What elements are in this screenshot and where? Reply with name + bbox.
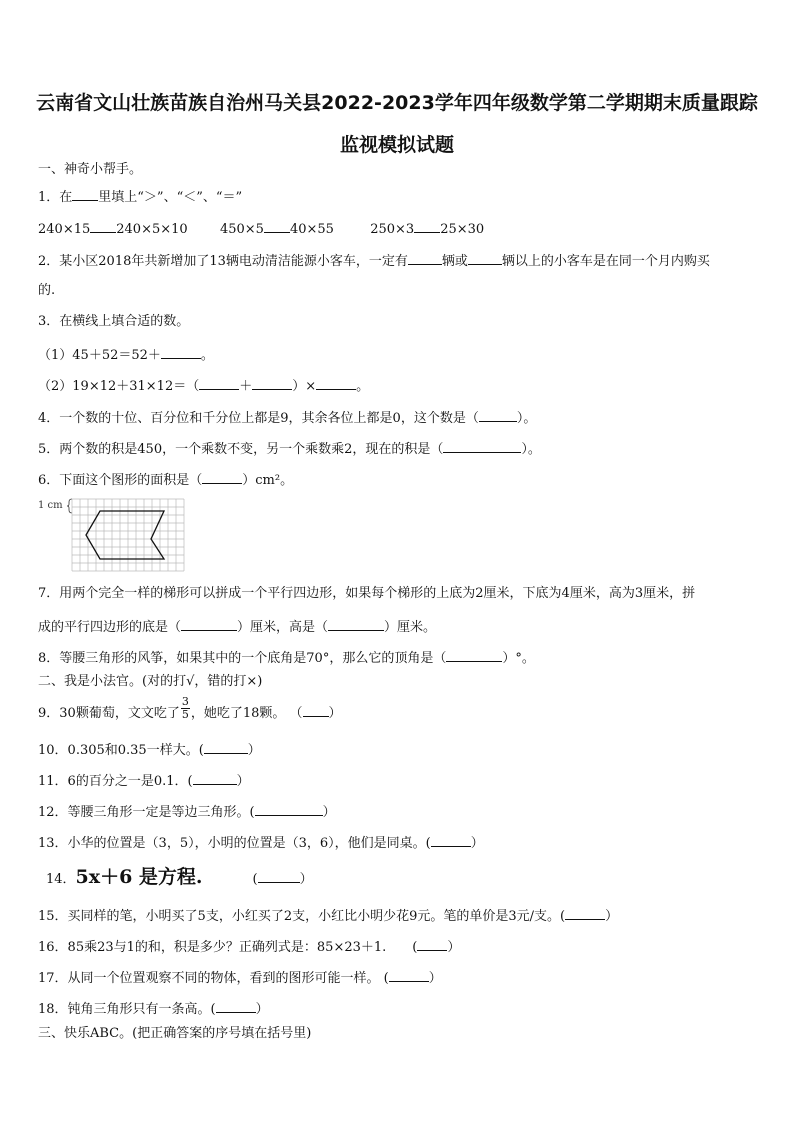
q18-end: ）: [255, 1002, 269, 1017]
q17-text: 17．从同一个位置观察不同的物体，看到的图形可能一样。 (: [38, 971, 389, 986]
q2-part3: 辆以上的小客车是在同一个月内购买: [501, 254, 710, 269]
q3-sub2-times: ）×: [292, 379, 317, 394]
q3-sub2-blank3[interactable]: [316, 377, 356, 390]
q5-text: 5．两个数的积是450，一个乘数不变，另一个乘数乘2，现在的积是（: [38, 442, 444, 457]
question-9: [38, 695, 342, 721]
q6-end: ）cm²。: [242, 473, 294, 488]
q14-expression: 5x＋6 是方程.: [75, 866, 203, 888]
q18-text: 18．钝角三角形只有一条高。(: [38, 1002, 216, 1017]
question-17: [38, 969, 442, 985]
q14-open: (: [252, 872, 258, 887]
fraction-numerator: 3: [181, 695, 189, 709]
q5-end: ）。: [521, 442, 541, 457]
question-7-cont: [38, 618, 436, 634]
question-14: [46, 868, 313, 887]
q10-end: ）: [247, 743, 261, 758]
q2-part2: 辆或: [441, 254, 468, 269]
q10-blank[interactable]: [204, 741, 248, 754]
q3-sub1-blank[interactable]: [161, 346, 201, 359]
q1-text: 1．在: [38, 190, 73, 205]
q3-sub2-blank2[interactable]: [252, 377, 292, 390]
question-7: 7．用两个完全一样的梯形可以拼成一个平行四边形，如果每个梯形的上底为2厘米，下底为4厘米，高为3厘米，拼: [38, 586, 696, 601]
q11-end: ）: [236, 774, 250, 789]
q13-end: ）: [470, 836, 484, 851]
question-2: [38, 252, 710, 268]
fraction: [181, 696, 190, 720]
question-5: [38, 440, 541, 456]
question-3-sub1: [38, 346, 214, 362]
grid-lines: [72, 499, 184, 571]
q10-text: 10．0.305和0.35一样大。(: [38, 743, 204, 758]
q8-blank[interactable]: [446, 649, 502, 662]
q17-blank[interactable]: [389, 969, 429, 982]
q1-item1-left: 240×15: [38, 222, 91, 237]
section-3-heading: 三、快乐ABC。(把正确答案的序号填在括号里): [38, 1026, 312, 1041]
question-13: [38, 834, 484, 850]
q1-item2-right: 40×55: [289, 222, 334, 237]
q3-sub2-text: （2）19×12＋31×12＝（: [38, 379, 200, 394]
question-18: [38, 1000, 269, 1016]
question-1: [38, 188, 242, 204]
q9-text: 9．30颗葡萄，文文吃了: [38, 706, 180, 721]
q7-blank2[interactable]: [328, 618, 384, 631]
q17-end: ）: [428, 971, 442, 986]
question-12: [38, 803, 336, 819]
q11-blank[interactable]: [193, 772, 237, 785]
q7-end: ）厘米。: [384, 620, 437, 635]
question-3: 3．在横线上填合适的数。: [38, 314, 190, 329]
q6-blank[interactable]: [202, 471, 242, 484]
q3-sub1-text: （1）45＋52＝52＋: [38, 348, 161, 363]
question-3-sub2: [38, 377, 369, 393]
q7-text: 成的平行四边形的底是（: [38, 620, 182, 635]
question-2-cont: 的.: [38, 283, 56, 298]
q5-blank[interactable]: [443, 440, 521, 453]
q8-end: ）°。: [502, 651, 535, 666]
q3-sub2-end: 。: [356, 379, 370, 394]
q14-end: ）: [299, 872, 313, 887]
q1-item1-right: 240×5×10: [116, 222, 188, 237]
q4-text: 4．一个数的十位、百分位和千分位上都是9，其余各位上都是0，这个数是（: [38, 411, 479, 426]
question-15: [38, 907, 618, 923]
q15-end: ）: [605, 909, 619, 924]
q4-end: ）。: [516, 411, 537, 426]
q8-text: 8．等腰三角形的风筝，如果其中的一个底角是70°，那么它的顶角是（: [38, 651, 447, 666]
page-title-line1: 云南省文山壮族苗族自治州马关县2022-2023学年四年级数学第二学期期末质量跟踪: [36, 92, 758, 114]
q9-blank[interactable]: [303, 704, 329, 717]
q16-end: ）: [447, 940, 461, 955]
q13-blank[interactable]: [431, 834, 471, 847]
q1-item2-left: 450×5: [219, 222, 264, 237]
q1-item1-blank[interactable]: [90, 220, 116, 233]
q9-end: ）: [328, 706, 342, 721]
question-6: [38, 471, 293, 487]
question-11: [38, 772, 250, 788]
q12-blank[interactable]: [255, 803, 323, 816]
q11-text: 11．6的百分之一是0.1．(: [38, 774, 193, 789]
q1-blank[interactable]: [72, 188, 98, 201]
q2-blank2[interactable]: [468, 252, 502, 265]
q3-sub2-plus: ＋: [239, 379, 253, 394]
q1-text2: 里填上“＞”、“＜”、“＝”: [98, 190, 243, 205]
fraction-denominator: 5: [181, 708, 189, 721]
q15-blank[interactable]: [565, 907, 605, 920]
question-8: [38, 649, 535, 665]
q12-end: ）: [322, 805, 336, 820]
q7-mid: ）厘米，高是（: [237, 620, 329, 635]
q18-blank[interactable]: [216, 1000, 256, 1013]
page-title-line2: 监视模拟试题: [339, 134, 454, 156]
q14-num: 14．: [46, 872, 76, 887]
question-1-items: [38, 220, 484, 236]
section-2-heading: 二、我是小法官。(对的打√，错的打×): [38, 674, 263, 689]
q12-text: 12．等腰三角形一定是等边三角形。(: [38, 805, 255, 820]
scale-label: 1 cm: [38, 500, 63, 511]
q14-blank[interactable]: [258, 870, 300, 883]
question-16: [38, 938, 460, 954]
scale-brace: [67, 499, 72, 513]
q9-mid: ，她吃了18颗。 （: [190, 706, 303, 721]
q16-text: 16．85乘23与1的和，积是多少？正确列式是：85×23＋1. (: [38, 940, 418, 955]
q3-sub1-end: 。: [200, 348, 214, 363]
question-4: [38, 409, 536, 425]
q1-item3-left: 250×3: [370, 222, 415, 237]
q13-text: 13．小华的位置是（3，5），小明的位置是（3，6），他们是同桌。(: [38, 836, 431, 851]
q6-text: 6．下面这个图形的面积是（: [38, 473, 203, 488]
q1-item3-blank[interactable]: [414, 220, 440, 233]
q2-part1: 2．某小区2018年共新增加了13辆电动清洁能源小客车，一定有: [38, 254, 408, 269]
grid-figure: [38, 493, 188, 575]
q7-blank1[interactable]: [181, 618, 237, 631]
q16-blank[interactable]: [417, 938, 447, 951]
q1-item3-right: 25×30: [440, 222, 485, 237]
q3-sub2-blank1[interactable]: [199, 377, 239, 390]
question-10: [38, 741, 261, 757]
section-1-heading: 一、神奇小帮手。: [38, 162, 143, 177]
q1-item2-blank[interactable]: [264, 220, 290, 233]
q4-blank[interactable]: [479, 409, 517, 422]
q15-text: 15．买同样的笔，小明买了5支，小红买了2支，小红比小明少花9元。笔的单价是3元/支。(: [38, 909, 566, 924]
q2-blank1[interactable]: [408, 252, 442, 265]
